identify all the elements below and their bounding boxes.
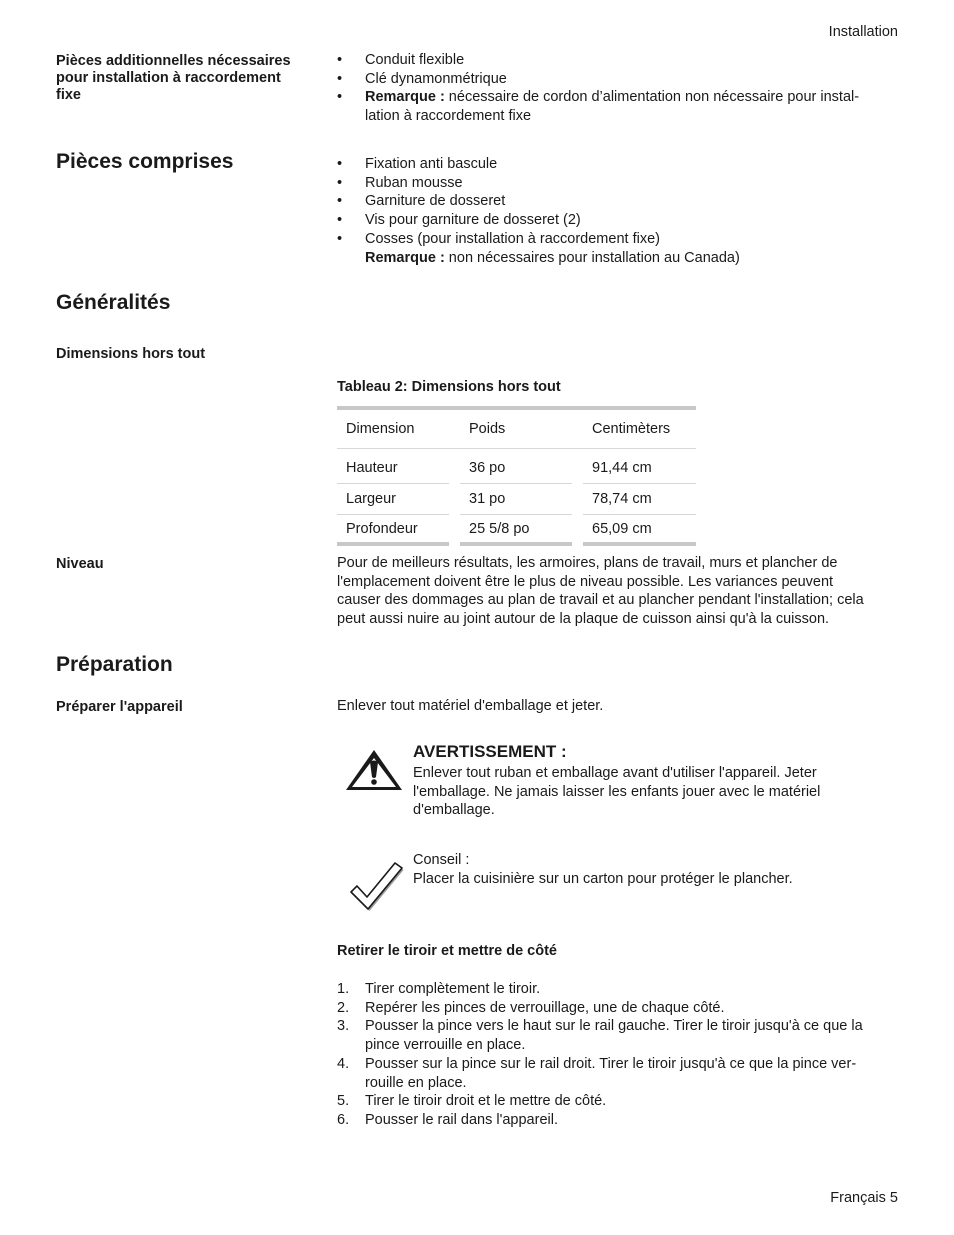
list-item: 2. Repérer les pinces de verrouillage, une de chaque côté. [337, 999, 725, 1016]
table-row [337, 515, 696, 546]
tip-box [413, 851, 893, 888]
list-item: • Garniture de dosseret [337, 193, 506, 210]
level-paragraph: Pour de meilleurs résultats, les armoires, plans de travail, murs et plancher de l'emplacement doivent être le plus de niveau possible. Les variances peuvent causer des dommages au plan de travail et au plancher pendant l'installation; cela peut aussi nuire au joint autour de la plaque de cuisson ainsi qu'à la cuisson. [337, 555, 864, 628]
list-item: 1. Tirer complètement le tiroir. [337, 981, 541, 997]
additional-parts-label: Pièces additionnelles nécessaires pour installation à raccordement fixe [56, 53, 291, 103]
prepare-appliance-text: Enlever tout matériel d'emballage et jeter. [337, 698, 604, 714]
dimensions-table [337, 406, 696, 546]
checkmark-icon [346, 858, 404, 912]
list-item: • Conduit flexible [337, 52, 465, 68]
dimensions-label: Dimensions hors tout [56, 346, 206, 362]
drawer-steps-list [337, 980, 899, 1130]
table-row [337, 453, 696, 484]
list-item: • Clé dynamonmétrique [337, 70, 507, 87]
table-cell: 91,44 cm [583, 453, 696, 484]
preparation-heading: Préparation [56, 653, 173, 676]
running-header: Installation [828, 24, 898, 40]
list-item-note: • Remarque : nécessaire de cordon d’alimentation non nécessaire pour instal- lation à raccordement fixe [337, 89, 860, 125]
included-parts-list [337, 155, 899, 267]
list-item: • Fixation anti bascule [337, 156, 498, 172]
list-item: • Ruban mousse [337, 174, 463, 191]
drawer-removal-heading: Retirer le tiroir et mettre de côté [337, 943, 557, 959]
general-heading: Généralités [56, 291, 171, 314]
table-header: Centimèters [592, 421, 671, 437]
table-cell: 78,74 cm [583, 484, 696, 515]
table-cell: 65,09 cm [583, 515, 696, 546]
included-parts-heading: Pièces comprises [56, 150, 234, 173]
list-item: • Cosses (pour installation à raccordement fixe) Remarque : non nécessaires pour installation au Canada) [337, 230, 740, 266]
table-title: Tableau 2: Dimensions hors tout [337, 379, 561, 395]
prepare-appliance-label: Préparer l'appareil [56, 699, 183, 715]
list-item: 5. Tirer le tiroir droit et le mettre de côté. [337, 1093, 607, 1110]
warning-title: AVERTISSEMENT : [413, 742, 567, 761]
additional-parts-list [337, 51, 899, 126]
table-row [337, 484, 696, 515]
table-cell: Profondeur [337, 515, 449, 546]
list-item: 3. Pousser la pince vers le haut sur le rail gauche. Tirer le tiroir jusqu'à ce que la pince verrouille en place. [337, 1018, 863, 1054]
table-cell: 36 po [460, 453, 572, 484]
table-cell: 31 po [460, 484, 572, 515]
tip-text: Placer la cuisinière sur un carton pour protéger le plancher. [413, 870, 793, 887]
table-header: Poids [469, 421, 506, 437]
warning-triangle-icon [345, 749, 403, 791]
warning-text: Enlever tout ruban et emballage avant d'utiliser l'appareil. Jeter l'emballage. Ne jamais laisser les enfants jouer avec le matériel d'emballage. [413, 765, 821, 819]
level-label: Niveau [56, 556, 104, 572]
table-header: Dimension [346, 421, 415, 437]
list-item: • Vis pour garniture de dosseret (2) [337, 212, 581, 229]
table-header-row [337, 410, 696, 449]
list-item: 4. Pousser sur la pince sur le rail droit. Tirer le tiroir jusqu'à ce que la pince ver- rouille en place. [337, 1055, 857, 1091]
page-number: Français 5 [830, 1190, 898, 1206]
tip-title: Conseil : [413, 852, 470, 868]
table-cell: Hauteur [337, 453, 449, 484]
table-cell: 25 5/8 po [460, 515, 572, 546]
table-cell: Largeur [337, 484, 449, 515]
list-item: 6. Pousser le rail dans l'appareil. [337, 1111, 558, 1128]
